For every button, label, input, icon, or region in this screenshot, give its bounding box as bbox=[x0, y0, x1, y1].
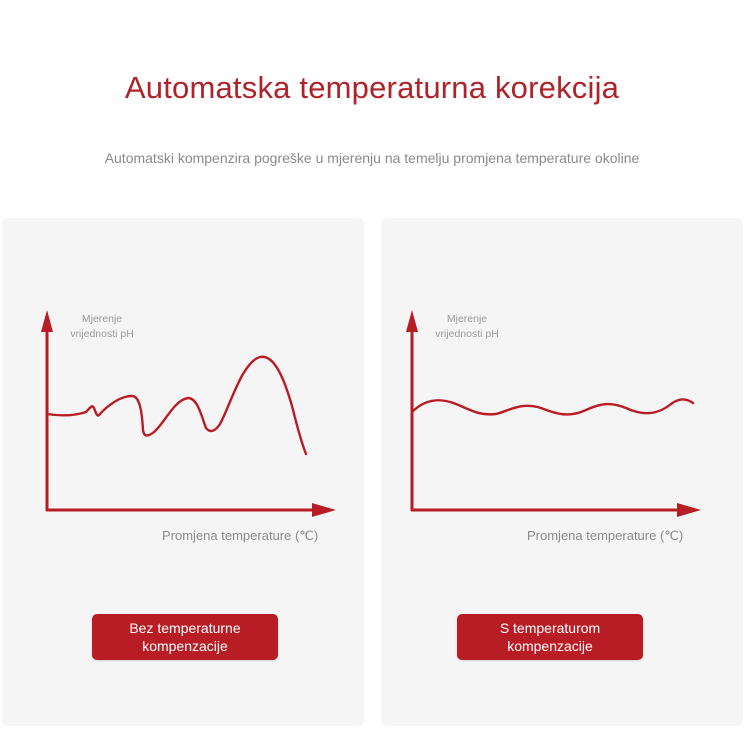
with-compensation-button[interactable]: S temperaturom kompenzacije bbox=[457, 614, 643, 660]
x-axis-arrow-icon bbox=[677, 503, 701, 517]
x-axis-arrow-icon bbox=[312, 503, 336, 517]
fluctuating-curve bbox=[47, 357, 306, 454]
y-axis-label: Mjerenje vrijednosti pH bbox=[70, 313, 134, 340]
stable-curve bbox=[412, 399, 693, 414]
panel-without-compensation bbox=[2, 218, 364, 726]
x-axis-label: Promjena temperature (℃) bbox=[527, 528, 684, 543]
without-compensation-button[interactable]: Bez temperaturne kompenzacije bbox=[92, 614, 278, 660]
page-subtitle: Automatski kompenzira pogreške u mjerenju na temelju promjena temperature okoline bbox=[104, 150, 640, 166]
x-axis-label: Promjena temperature (℃) bbox=[162, 528, 319, 543]
y-axis-label: Mjerenje vrijednosti pH bbox=[435, 313, 499, 340]
panel-with-compensation bbox=[381, 218, 743, 726]
page-title: Automatska temperaturna korekcija bbox=[124, 70, 620, 105]
